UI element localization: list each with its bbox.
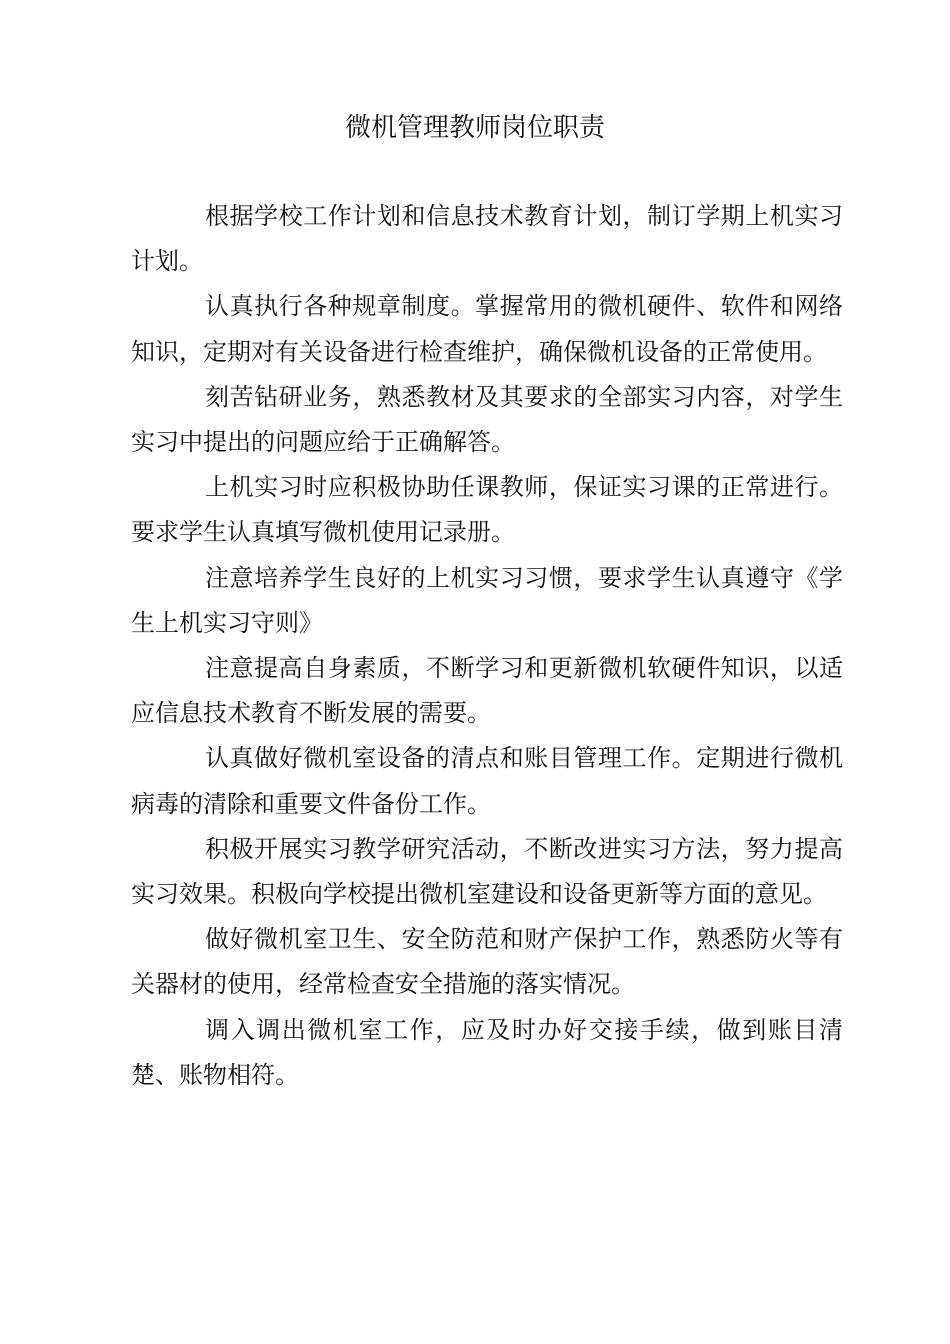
paragraph-4: 上机实习时应积极协助任课教师，保证实习课的正常进行。要求学生认真填写微机使用记录册。	[131, 473, 843, 547]
paragraph-10: 调入调出微机室工作，应及时办好交接手续，做到账目清楚、账物相符。	[131, 1015, 843, 1089]
paragraph-2: 认真执行各种规章制度。掌握常用的微机硬件、软件和网络知识，定期对有关设备进行检查维护，确保微机设备的正常使用。	[131, 292, 843, 366]
paragraph-1: 根据学校工作计划和信息技术教育计划，制订学期上机实习计划。	[131, 202, 843, 276]
paragraph-7: 认真做好微机室设备的清点和账目管理工作。定期进行微机病毒的清除和重要文件备份工作。	[131, 744, 843, 818]
paragraph-8: 积极开展实习教学研究活动，不断改进实习方法，努力提高实习效果。积极向学校提出微机室建设和设备更新等方面的意见。	[131, 834, 843, 909]
document-body	[131, 194, 843, 1098]
paragraph-5: 注意培养学生良好的上机实习习惯，要求学生认真遵守《学生上机实习守则》	[131, 563, 843, 637]
document-title: 微机管理教师岗位职责	[344, 113, 605, 143]
paragraph-6: 注意提高自身素质，不断学习和更新微机软硬件知识，以适应信息技术教育不断发展的需要。	[131, 654, 843, 728]
paragraph-9: 做好微机室卫生、安全防范和财产保护工作，熟悉防火等有关器材的使用，经常检查安全措施的落实情况。	[131, 925, 843, 999]
paragraph-3: 刻苦钻研业务，熟悉教材及其要求的全部实习内容，对学生实习中提出的问题应给于正确解答。	[131, 382, 843, 457]
